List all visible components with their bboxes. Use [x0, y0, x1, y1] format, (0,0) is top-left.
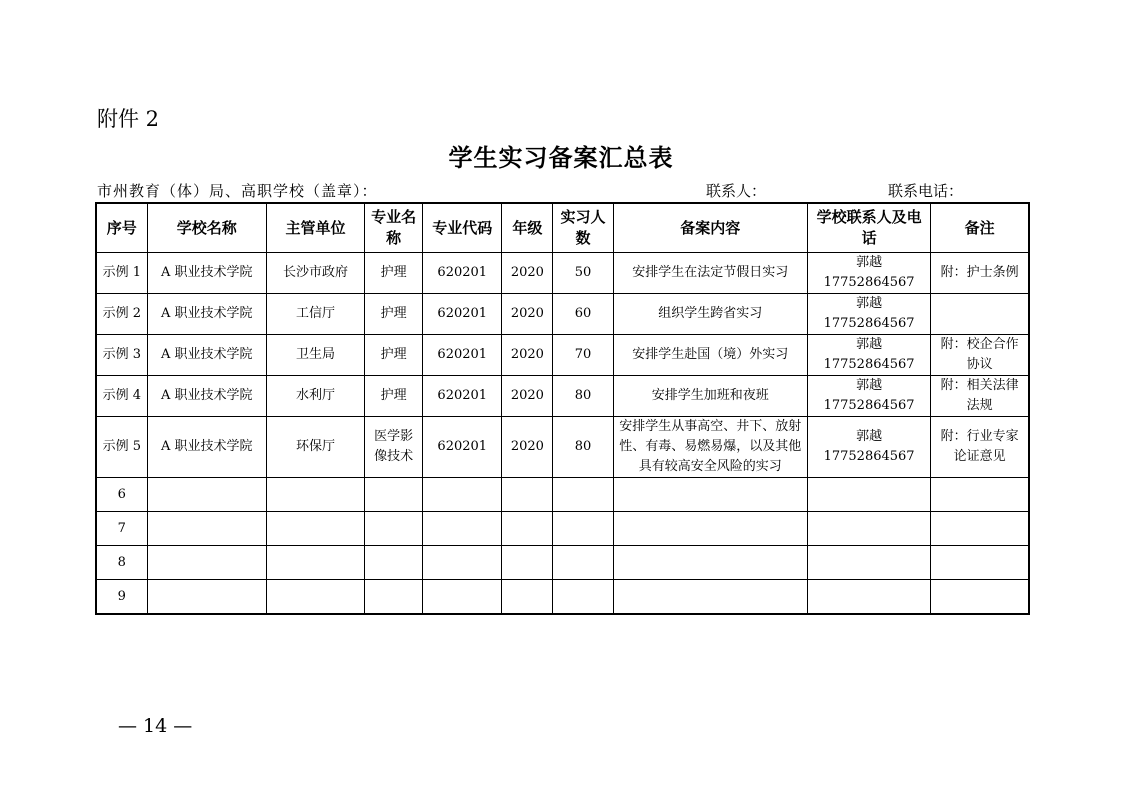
cell-authority: 工信厅 [266, 294, 364, 335]
cell-seq: 示例 1 [96, 253, 147, 294]
table-row [96, 417, 1029, 478]
cell-grade: 2020 [502, 253, 553, 294]
cell-authority: 卫生局 [266, 335, 364, 376]
cell-school: A 职业技术学院 [147, 335, 266, 376]
table-row [96, 294, 1029, 335]
cell-grade: 2020 [502, 294, 553, 335]
cell-grade: 2020 [502, 376, 553, 417]
header-grade: 年级 [502, 203, 553, 253]
table-row-empty [96, 478, 1029, 512]
cell-seq: 9 [96, 580, 147, 615]
cell-content: 安排学生在法定节假日实习 [613, 253, 807, 294]
table-row [96, 376, 1029, 417]
cell-count: 50 [553, 253, 613, 294]
table-row [96, 335, 1029, 376]
cell-note: 附：相关法律法规 [931, 376, 1029, 417]
cell-code: 620201 [423, 253, 502, 294]
organization-seal-line: 市州教育（体）局、高职学校（盖章）： [97, 182, 378, 200]
cell-seq: 示例 5 [96, 417, 147, 478]
cell-count: 60 [553, 294, 613, 335]
cell-content: 安排学生加班和夜班 [613, 376, 807, 417]
cell-seq: 7 [96, 512, 147, 546]
cell-major: 护理 [365, 253, 423, 294]
cell-contact: 郭越 17752864567 [807, 376, 930, 417]
cell-school: A 职业技术学院 [147, 294, 266, 335]
document-title: 学生实习备案汇总表 [448, 143, 674, 172]
cell-major: 医学影像技术 [365, 417, 423, 478]
cell-contact: 郭越 17752864567 [807, 294, 930, 335]
table-header-row [96, 203, 1029, 253]
header-code: 专业代码 [423, 203, 502, 253]
cell-note: 附：护士条例 [931, 253, 1029, 294]
cell-note: 附：行业专家论证意见 [931, 417, 1029, 478]
cell-count: 70 [553, 335, 613, 376]
header-note: 备注 [931, 203, 1029, 253]
cell-content: 组织学生跨省实习 [613, 294, 807, 335]
cell-code: 620201 [423, 335, 502, 376]
cell-grade: 2020 [502, 417, 553, 478]
internship-record-table [95, 202, 1030, 615]
cell-seq: 示例 3 [96, 335, 147, 376]
cell-code: 620201 [423, 376, 502, 417]
table-row-empty [96, 546, 1029, 580]
cell-note [931, 294, 1029, 335]
cell-contact: 郭越 17752864567 [807, 253, 930, 294]
header-count: 实习人数 [553, 203, 613, 253]
cell-seq: 6 [96, 478, 147, 512]
cell-authority: 水利厅 [266, 376, 364, 417]
table-row-empty [96, 512, 1029, 546]
cell-school: A 职业技术学院 [147, 376, 266, 417]
cell-count: 80 [553, 376, 613, 417]
cell-code: 620201 [423, 417, 502, 478]
cell-authority: 环保厅 [266, 417, 364, 478]
cell-contact: 郭越 17752864567 [807, 417, 930, 478]
cell-seq: 8 [96, 546, 147, 580]
header-seq: 序号 [96, 203, 147, 253]
table-row-empty [96, 580, 1029, 615]
header-authority: 主管单位 [266, 203, 364, 253]
cell-seq: 示例 2 [96, 294, 147, 335]
cell-content: 安排学生赴国（境）外实习 [613, 335, 807, 376]
cell-count: 80 [553, 417, 613, 478]
header-content: 备案内容 [613, 203, 807, 253]
header-school: 学校名称 [147, 203, 266, 253]
cell-major: 护理 [365, 294, 423, 335]
cell-contact: 郭越 17752864567 [807, 335, 930, 376]
cell-school: A 职业技术学院 [147, 253, 266, 294]
attachment-label: 附件 2 [97, 107, 160, 131]
cell-seq: 示例 4 [96, 376, 147, 417]
cell-grade: 2020 [502, 335, 553, 376]
cell-major: 护理 [365, 335, 423, 376]
cell-code: 620201 [423, 294, 502, 335]
cell-authority: 长沙市政府 [266, 253, 364, 294]
cell-note: 附：校企合作协议 [931, 335, 1029, 376]
header-contact: 学校联系人及电话 [807, 203, 930, 253]
table-row [96, 253, 1029, 294]
cell-content: 安排学生从事高空、井下、放射性、有毒、易燃易爆，以及其他具有较高安全风险的实习 [613, 417, 807, 478]
contact-person-label: 联系人： [706, 182, 767, 200]
cell-major: 护理 [365, 376, 423, 417]
cell-school: A 职业技术学院 [147, 417, 266, 478]
header-major: 专业名称 [365, 203, 423, 253]
page-number: — 14 — [118, 715, 193, 737]
contact-phone-label: 联系电话： [888, 182, 964, 200]
